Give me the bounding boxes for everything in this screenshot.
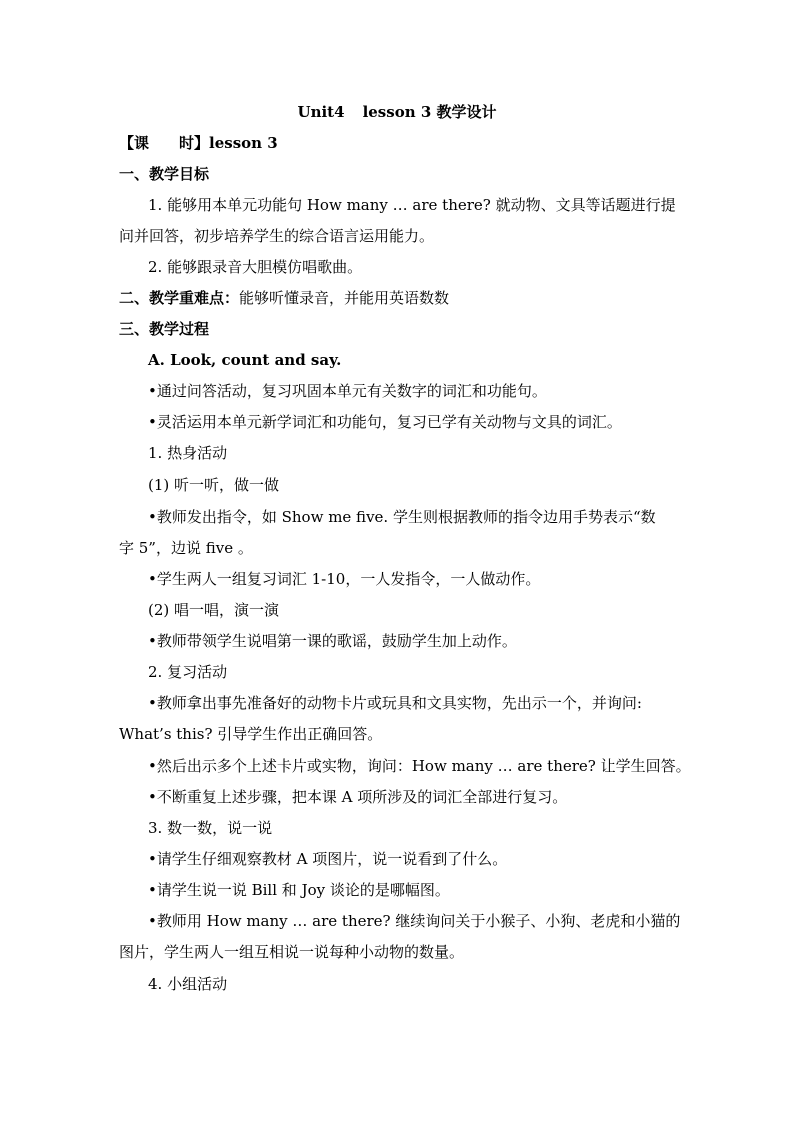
title-rest: lesson 3 教学设计 [362, 103, 497, 121]
bullet-apply-vocabulary: •灵活运用本单元新学词汇和功能句，复习已学有关动物与文具的词汇。 [148, 413, 622, 431]
bullet-pair-review: •学生两人一组复习词汇 1-10，一人发指令，一人做动作。 [148, 570, 541, 588]
document-title [0, 101, 794, 123]
lesson-label [119, 132, 278, 154]
bullet-animals-line-2: 图片，学生两人一组互相说一说每种小动物的数量。 [119, 943, 465, 961]
title-unit: Unit4 [297, 103, 345, 121]
bullet-bill-joy: •请学生说一说 Bill 和 Joy 谈论的是哪幅图。 [148, 881, 450, 899]
step-listen-and-do: (1) 听一听，做一做 [148, 476, 280, 494]
section-a-heading: A. Look, count and say. [148, 351, 342, 369]
process-heading: 三、教学过程 [119, 320, 210, 338]
objective-1-line-1: 1. 能够用本单元功能句 How many … are there? 就动物、文具等话题进行提 [148, 196, 676, 214]
step-group-activity: 4. 小组活动 [148, 975, 228, 993]
bullet-review-numbers: •通过问答活动，复习巩固本单元有关数字的词汇和功能句。 [148, 382, 547, 400]
bullet-teacher-command-line-1: •教师发出指令，如 Show me five. 学生则根据教师的指令边用手势表示“数 [148, 508, 656, 526]
objective-2: 2. 能够跟录音大胆模仿唱歌曲。 [148, 258, 363, 276]
bullet-show-cards-line-2: What’s this? 引导学生作出正确回答。 [119, 725, 383, 743]
key-points-text: 能够听懂录音，并能用英语数数 [239, 289, 450, 307]
step-review: 2. 复习活动 [148, 663, 228, 681]
key-points-heading: 二、教学重难点： [119, 289, 240, 307]
bullet-animals-line-1: •教师用 How many … are there? 继续询问关于小猴子、小狗、老虎和小猫的 [148, 912, 681, 930]
bullet-chant: •教师带领学生说唱第一课的歌谣，鼓励学生加上动作。 [148, 632, 517, 650]
bullet-how-many: •然后出示多个上述卡片或实物，询问：How many … are there? 让学生回答。 [148, 757, 691, 775]
bullet-repeat-steps: •不断重复上述步骤，把本课 A 项所涉及的词汇全部进行复习。 [148, 788, 568, 806]
bullet-show-cards-line-1: •教师拿出事先准备好的动物卡片或玩具和文具实物，先出示一个，并询问: [148, 694, 642, 712]
key-points [119, 287, 449, 309]
step-sing-and-act: (2) 唱一唱，演一演 [148, 601, 280, 619]
objectives-heading: 一、教学目标 [119, 165, 210, 183]
bullet-observe-picture: •请学生仔细观察教材 A 项图片，说一说看到了什么。 [148, 850, 508, 868]
lesson-label-open: 【课 [119, 134, 150, 152]
bullet-teacher-command-line-2: 字 5”，边说 five 。 [119, 539, 253, 557]
lesson-label-close: 时】lesson 3 [179, 134, 278, 152]
objective-1-line-2: 问并回答，初步培养学生的综合语言运用能力。 [119, 227, 435, 245]
step-warm-up: 1. 热身活动 [148, 444, 228, 462]
step-count-and-say: 3. 数一数，说一说 [148, 819, 273, 837]
